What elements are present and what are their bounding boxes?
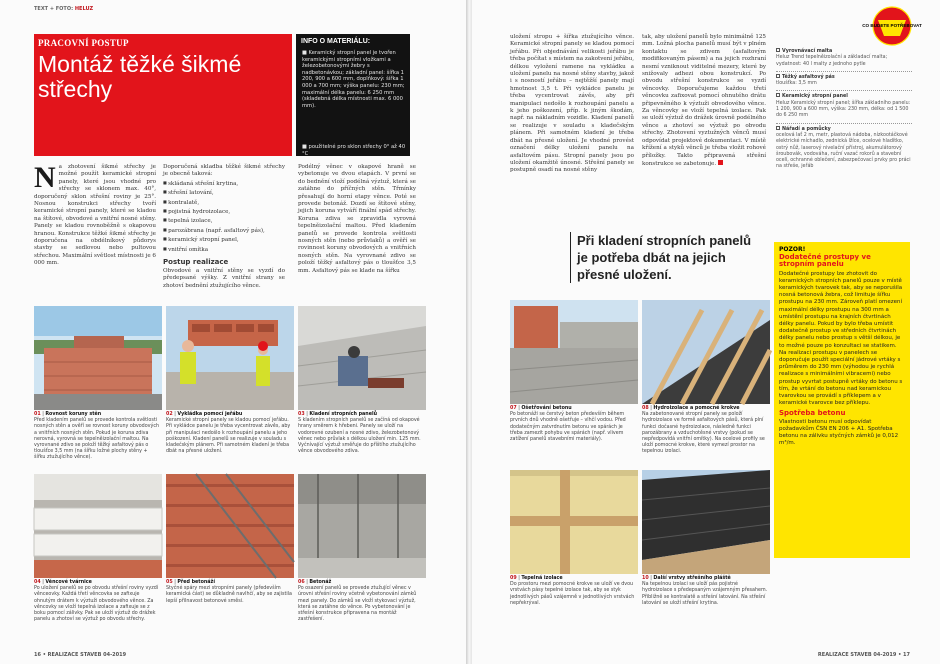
photo-thermal-insulation: [510, 470, 638, 574]
body-text: tak, aby uložení panelů bylo minimálně 125 mm. Ložná plocha panelů musí být v plném kontaktu se zdivem (asfaltovým modifikovaným pásem) a na jejich rozhraní nesmí vzniknout viditelné mezery, které by snižovaly adhezi obou konstrukcí. Po obvodu střešní konstrukce se vyzdí věncovky. Doporučujeme každou třetí věncovku zafixovat pomocí ohnutého drátu připevněného k výztuži obvodového věnce. Za věncovky se vloží tepelná izolace. Pak se uloží výztuž do drážek úrovně podélného věnce a zhotoví se výztuž po obvodu střechy. Zhotovení vyztužných věnců musí odpovídat projektové dokumentaci. V místě křížení a styků věnců je třeba vložit rohové příložky. Takto připravená střešní konstrukce se zabetonuje.: [642, 34, 766, 167]
pozor-box: [774, 242, 910, 558]
composition-list: [163, 179, 285, 254]
list-item: ■ tepelná izolace,: [163, 216, 285, 225]
photo-curing-concrete: [510, 300, 638, 404]
checkbox-icon: [776, 126, 780, 130]
checkbox-icon: [776, 93, 780, 97]
material-info-box: [296, 34, 410, 156]
text-column-3: [298, 164, 416, 306]
list-item: ■ střešní latování,: [163, 188, 285, 197]
list-item: ■ keramický stropní panel,: [163, 235, 285, 244]
body-text: Doporučená skladba těžké šikmé střechy je obecně taková:: [163, 164, 285, 178]
text-column-2: [163, 164, 285, 306]
photo-before-concreting: [166, 474, 294, 578]
photo-caption-5: 05 | Před betonáží Styčné spáry mezi stropními panely (především keramická část) se důkladně navlhčí, aby se zajistila lepší přilnavost betonové směsi.: [166, 580, 292, 604]
photo-caption-4: 04 | Věncové tvárnice Po uložení panelů se po obvodu střešní roviny vyzdí věnceovky. Každá třetí věncovka se zafixuje ohnutým drátem k výztuži obvodového věnce. Za věncovky se vloží tepelná izolace a zafixuje se z boku pomocí zálivky. Pak se uloží výztuž do drážek panelu a zhotoví se výztuž po obvodu střechy.: [34, 580, 159, 623]
text-column-1: [34, 161, 156, 306]
text-column-4: [510, 34, 634, 224]
info-item: ■ použitelné pro sklon střechy 0° až 40 °C: [302, 144, 406, 157]
pozor-heading: Dodatečné prostupy ve stropním panelu: [779, 253, 871, 269]
pull-quote: Při kladení stropních panelů je potřeba dbát na jejich přesné uložení.: [570, 232, 760, 283]
body-text: Obvodové a vnitřní stěny se vyzdí do předepsané výšky. Z vnitřní strany se zhotoví bednění ztužujícího věnce.: [163, 268, 285, 289]
photo-roof-covering: [642, 470, 770, 574]
divider: [776, 90, 912, 91]
photo-edge-blocks: [34, 474, 162, 578]
photo-waterproofing-rafters: [642, 300, 770, 404]
divider: [776, 123, 912, 124]
photo-caption-2: 02 | Vykládka pomocí jeřábu Keramické stropní panely se kladou pomocí jeřábu. Při vykládce panelu je třeba vycentrovat závěs, aby při manipulaci nedošlo k rozhoupání panelu a jeho poškození. Kladení panelů se realizuje v souladu s kladečským plánem. Při samotném kladení je třeba dbát na přesné uložení.: [166, 412, 291, 455]
photo-caption-3: 03 | Kladení stropních panelů S kladením stropních panelů se začíná od okapové hrany směrem k hřebeni. Panely se uloží na vodorovné ozubení a nosné zdivo, železobetonový věnec nebo průvlak s délkou uložení min. 125 mm. Vyčnívající výztuž směřuje do příštího ztužujícího věnce obvodového zdiva.: [298, 412, 421, 455]
page-folio: 16 • REALIZACE STAVEB 04-2019: [34, 652, 127, 658]
checklist-item: Nářadí a pomůcky ocelová lať 2 m, metr, plastová nádoba, nízkootáčkové elektrické míchadlo, zednická lžíce, ocelové hladítko, ostrý nůž, laserový nivelační přístroj, akumulátorový šroubovák, vodováha, ruční vazač rokorů a stavební ocelí, ochranné oblečení, zabezpečovací prvky pro práci na střeše, jeřáb: [776, 126, 911, 170]
photo-panel-laying: [298, 306, 426, 410]
checklist-item: Vyrovnávací malta Heluz Trend tepelněizolační a základací malta; vydatnost: 40 l malty z jednoho pytle: [776, 49, 888, 67]
what-you-need-badge-icon: [862, 6, 922, 46]
photo-masonry-walls: [34, 306, 162, 410]
list-item: ■ parozábrana (např. asfaltový pás),: [163, 226, 285, 235]
photo-caption-10: 10 | Další vrstvy střešního pláště Na tepelnou izolaci se uloží pás pojistné hydroizolace s předepsaným vzájemným přesahem. Přibližně se kontralatě a střešní latování. Na střešní latování se uloží střešní krytina.: [642, 576, 768, 606]
photo-caption-6: 06 | Betonáž Po osazení panelů se provede ztužující věnec v úrovni střešní roviny včetně vybetonování zámků mezi panely. Do zámků se vloží stykovací výztuž, která se zatáhne do věnce. Po vybetonování je střešní konstrukce připravena na montáž zastřešení.: [298, 580, 417, 623]
left-page: [0, 0, 468, 664]
subheading: Postup realizace: [163, 258, 229, 267]
title-block: [34, 34, 292, 156]
drop-cap: N: [34, 161, 56, 194]
end-mark: [718, 160, 723, 165]
checklist-item: Keramický stropní panel Heluz Keramický stropní panel; šířka základního panelu: 1 200, 900 a 600 mm, výška: 230 mm, délka: od 1 500 do 6 250 mm: [776, 94, 911, 119]
list-item: ■ kontralatě,: [163, 198, 285, 207]
photo-caption-7: 07 | Ošetřování betonu Po betonáži se čerstvý beton především během prvních dnů vhodně ošetřuje – vlhčí vodou. Před dodatečným zatvrdnutím betonu ve spárách je třeba zamezit pohybu ve spárách (např. vlivem zatížení panelů stavebními materiály).: [510, 406, 626, 443]
pozor-heading-2: Spotřeba betonu: [779, 409, 846, 418]
text-column-5: [642, 34, 766, 224]
photo-concreting: [298, 474, 426, 578]
checkbox-icon: [776, 74, 780, 78]
list-item: ■ pojistná hydroizolace,: [163, 207, 285, 216]
pozor-text: Dodatečné prostupy lze zhotovit do keramických stropních panelů pouze v místě keramických tvarovek tak, aby se neporušila nosná betonová žebra, což limituje šířku prostupu na 230 mm. Zároveň platí omezení maximální délky prostupu na 300 mm a umístění prostupu na krajních čtvrtinách délky panelu. Pokud by bylo třeba umístit dodatečně prostup ve středních čtvrtinách délky panelu nebo prostup s větší délkou, je to možné pouze po konzultaci se statikem. Na realizaci prostupu v panelech se doporučuje použít speciální jádrové vrtáky s průměrem do 230 mm (výhodou je rychlá realizace s minimálními vibracemi) nebo prostup vyvrtat postupně vrtáky do betonu s tím, že vrtání do betonu nad keramickou tvarovkou se provádí s příklepem a v keramické tvarovce bez příklepu.: [779, 270, 903, 407]
body-text: uložení stropu + šířka ztužujícího věnce. Keramické stropní panely se kladou pomocí jeřábu. Při objednávání velikosti jeřábu je třeba počítat s místem na zakotvení jeřábu, délkou vyložení ramene na vykládku a uložení panelu na nosné stěny stavby, jakož i s nosností jeřábu – nejtěžší panely mají hmotnost 3,5 t. Při vykládce panelu je třeba vycentrovat závěs, aby při manipulaci nedošlo k rozhoupání panelu a k jeho poškození, příp. k jiným škodám, např. na nákladním vozidle. Kladení panelů se realizuje v souladu s kladečským plánem. Při samotném kladení je třeba dbát na přesné uložení. Je vhodné provést označení délky uložení panelu na asfaltovém pásu. Stropní panely jsou po uložení okamžitě únosné. Střešní panely se postupně osadí na nosné stěny: [510, 34, 634, 174]
article-title: Montáž těžké šikmé střechy: [38, 51, 242, 102]
divider: [776, 71, 912, 72]
section-kicker: PRACOVNÍ POSTUP: [38, 38, 129, 48]
photo-crane-unloading: [166, 306, 294, 410]
list-item: ■ skládaná střešní krytina,: [163, 179, 285, 188]
pozor-text-2: Vlastnosti betonu musí odpovídat požadavkům ČSN EN 206 + A1. Spotřeba betonu na zálivku styčných zámků je 0,012 m³/m.: [779, 418, 899, 447]
info-heading: INFO O MATERIÁLU:: [301, 38, 371, 45]
body-text: Podélný věnec v okapové hraně se vybetonuje ve dvou etapách. V první se do bednění vloží podélná výztuž, která se zatáhne do příčných stěn. Třmínky přesahují do horní etapy věnce. Poté se provede betonáž. Dozdí se štítové stěny, jejich koruna vytváří finální spád střechy. Koruna zdiva se zpravidla vyrovná tepelněizolační maltou. Před kladením panelů se provede kontrola světlosti nosných stěn (nebo průvlaků) a ověří se rovinnost koruny obvodových a vnitřních nosných stěn. Na vyrovnané zdivo se položí těžký asfaltový pás o tloušťce 3,5 mm. Asfaltový pás se klade na šířku: [298, 164, 416, 274]
photo-caption-1: 01 | Rovnost koruny stěn Před kladením panelů se provede kontrola světlosti nosných stěn a ověří se rovnost koruny obvodových a vnitřních nosných stěn. Pokud je koruna zdiva nerovná, vyrovná se tepelněizolační maltou. Na vyrovnané zdivo se položí těžký asfaltový pás o tloušťce 3,5 mm (na šířku ložné plochy stěny + šířku ztužujícího věnce).: [34, 412, 160, 461]
photo-caption-9: 09 | Tepelná izolace Do prostoru mezi pomocné krokve se uloží ve dvou vrstvách pásy tepelné izolace tak, aby se styk jednotlivých pásů vzájemně v jednotlivých vrstvách nepřekrýval.: [510, 576, 635, 606]
page-folio-right: REALIZACE STAVEB 04-2019 • 17: [817, 652, 910, 658]
pozor-label: POZOR!: [779, 246, 806, 253]
list-item: ■ vnitřní omítka: [163, 245, 285, 254]
checkbox-icon: [776, 48, 780, 52]
badge-label: CO BUDETE POTŘEBOVAT: [862, 23, 922, 28]
body-text: a zhotovení šikmé střechy je možné použít keramické stropní panely, které jsou vhodné pro střechy se sklonem max. 40°, doporučený sklon střešní roviny je 25°. Nosnou konstrukci střechy tvoří keramické stropní panely, které se kladou na štítové, obvodové a vnitřní nosné stěny. Panely se kladou rovnoběžně s okapovou hranou. Konstrukce těžké šikmé střechy je doporučena na obdélníkový půdorys stavby se sedlovou nebo pultovou střechou. Maximální světlost místnosti je 6 000 mm.: [34, 164, 156, 267]
photo-caption-8: 08 | Hydroizolace a pomocné krokve Na zabetonované stropní panely se položí hydroizolace ve formě asfaltových pásů, která plní funkci dočasné hydroizolace, následně funkci parozábrany a vzduchotěsné vrstvy (pokud se nepředpovídá vnitřní omítky). Na ocelové profily se uloží pomocné krokve, které vymezí prostor na tepelnou izolaci.: [642, 406, 765, 455]
materials-checklist: [776, 48, 912, 174]
checklist-item: Těžký asfaltový pás tloušťka: 3,5 mm: [776, 74, 835, 87]
info-item: ■ Keramický stropní panel je tvořen keramickými stropními vložkami a železobetonovými žebry s nadbetonávkou; základní panel: šířka 1 200, 900 a 600 mm, doplňkový: šířka 1 000 a 700 mm; výška panelu: 230 mm; maximální délka panelu: 6 250 mm (skladebná délka místnosti max. 6 000 mm).: [302, 50, 405, 109]
page-runner: TEXT + FOTO: HELUZ: [34, 6, 94, 12]
